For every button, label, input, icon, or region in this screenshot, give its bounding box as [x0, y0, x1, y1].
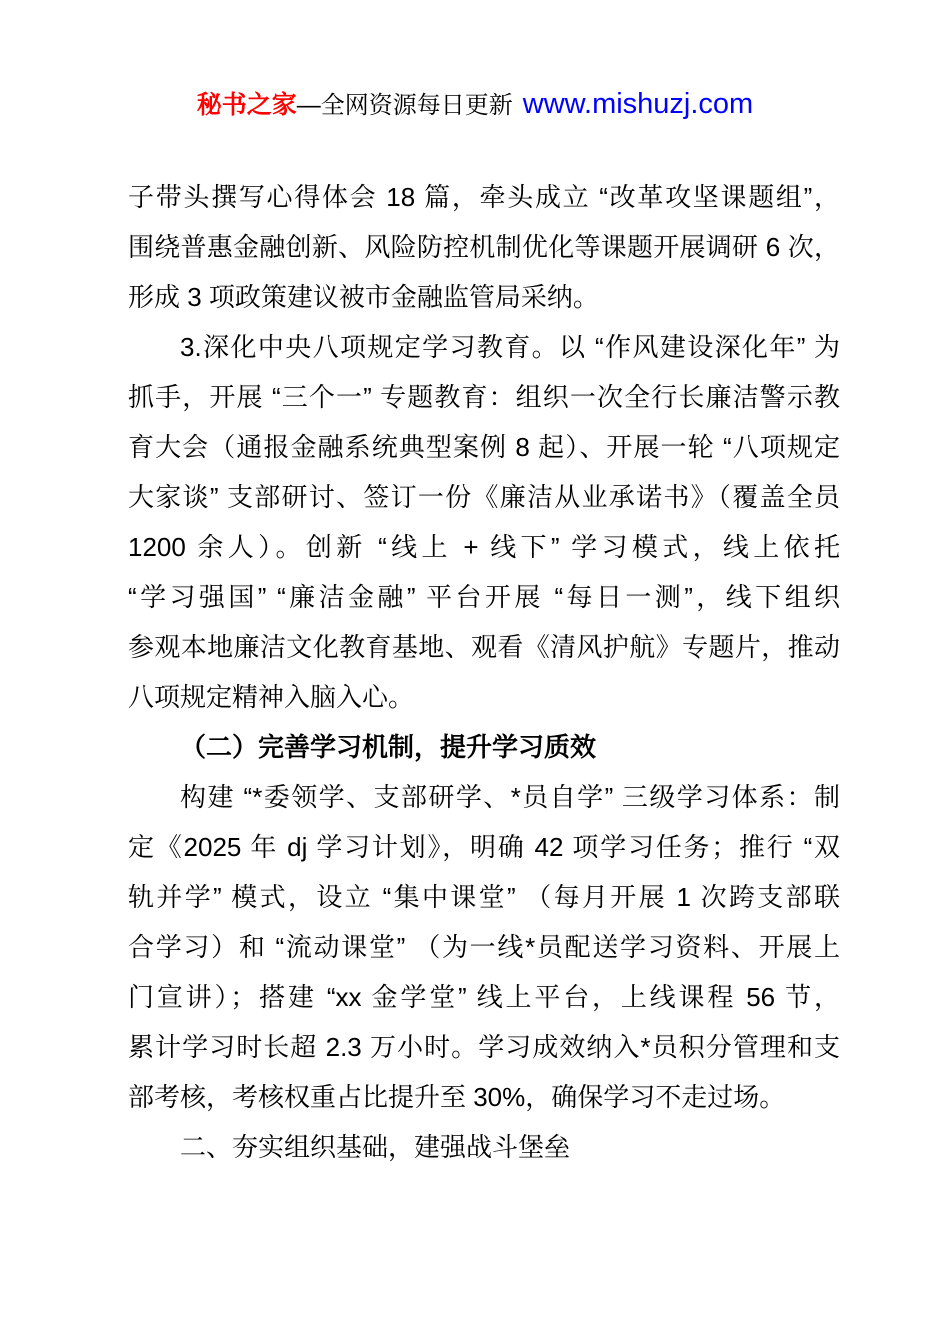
body-line: 八项规定精神入脑入心。: [128, 682, 415, 712]
body-line: 育大会（通报金融系统典型案例 8 起）、开展一轮 “八项规定: [128, 432, 840, 462]
body-line: 1200 余人）。创新 “线上 + 线下” 学习模式，线上依托: [128, 532, 840, 562]
body-line: 定《2025 年 dj 学习计划》，明确 42 项学习任务；推行 “双: [128, 832, 840, 862]
body-line: 抓手，开展 “三个一” 专题教育：组织一次全行长廉洁警示教: [128, 382, 840, 412]
header-url-link[interactable]: www.mishuzj.com: [522, 88, 754, 120]
header-dash: —: [296, 92, 321, 119]
body-line: 合学习）和 “流动课堂” （为一线*员配送学习资料、开展上: [128, 932, 840, 962]
sub-heading: （二）完善学习机制，提升学习质效: [180, 732, 597, 762]
body-line: 门宣讲）；搭建 “xx 金学堂” 线上平台，上线课程 56 节，: [128, 982, 840, 1012]
body-line: 形成 3 项政策建议被市金融监管局采纳。: [128, 282, 599, 312]
body-line: “学习强国” “廉洁金融” 平台开展 “每日一测”，线下组织: [128, 582, 840, 612]
body-line: 子带头撰写心得体会 18 篇，牵头成立 “改革攻坚课题组”，: [128, 182, 840, 212]
body-line: 围绕普惠金融创新、风险防控机制优化等课题开展调研 6 次，: [128, 232, 840, 262]
brand-name: 秘书之家: [196, 91, 297, 119]
body-line: 3.深化中央八项规定学习教育。以 “作风建设深化年” 为: [180, 332, 840, 362]
section-heading: 二、夯实组织基础，建强战斗堡垒: [180, 1132, 571, 1162]
body-line: 累计学习时长超 2.3 万小时。学习成效纳入*员积分管理和支: [128, 1032, 840, 1062]
page-header: [0, 84, 950, 129]
body-line: 部考核，考核权重占比提升至 30%，确保学习不走过场。: [128, 1082, 786, 1112]
header-tagline: 全网资源每日更新: [320, 92, 513, 119]
body-line: 构建 “*委领学、支部研学、*员自学” 三级学习体系：制: [180, 782, 840, 812]
body-line: 轨并学” 模式，设立 “集中课堂” （每月开展 1 次跨支部联: [128, 882, 840, 912]
body-line: 参观本地廉洁文化教育基地、观看《清风护航》专题片，推动: [128, 632, 840, 662]
body-line: 大家谈” 支部研讨、签订一份《廉洁从业承诺书》（覆盖全员: [128, 482, 840, 512]
document-body: [128, 172, 840, 1172]
